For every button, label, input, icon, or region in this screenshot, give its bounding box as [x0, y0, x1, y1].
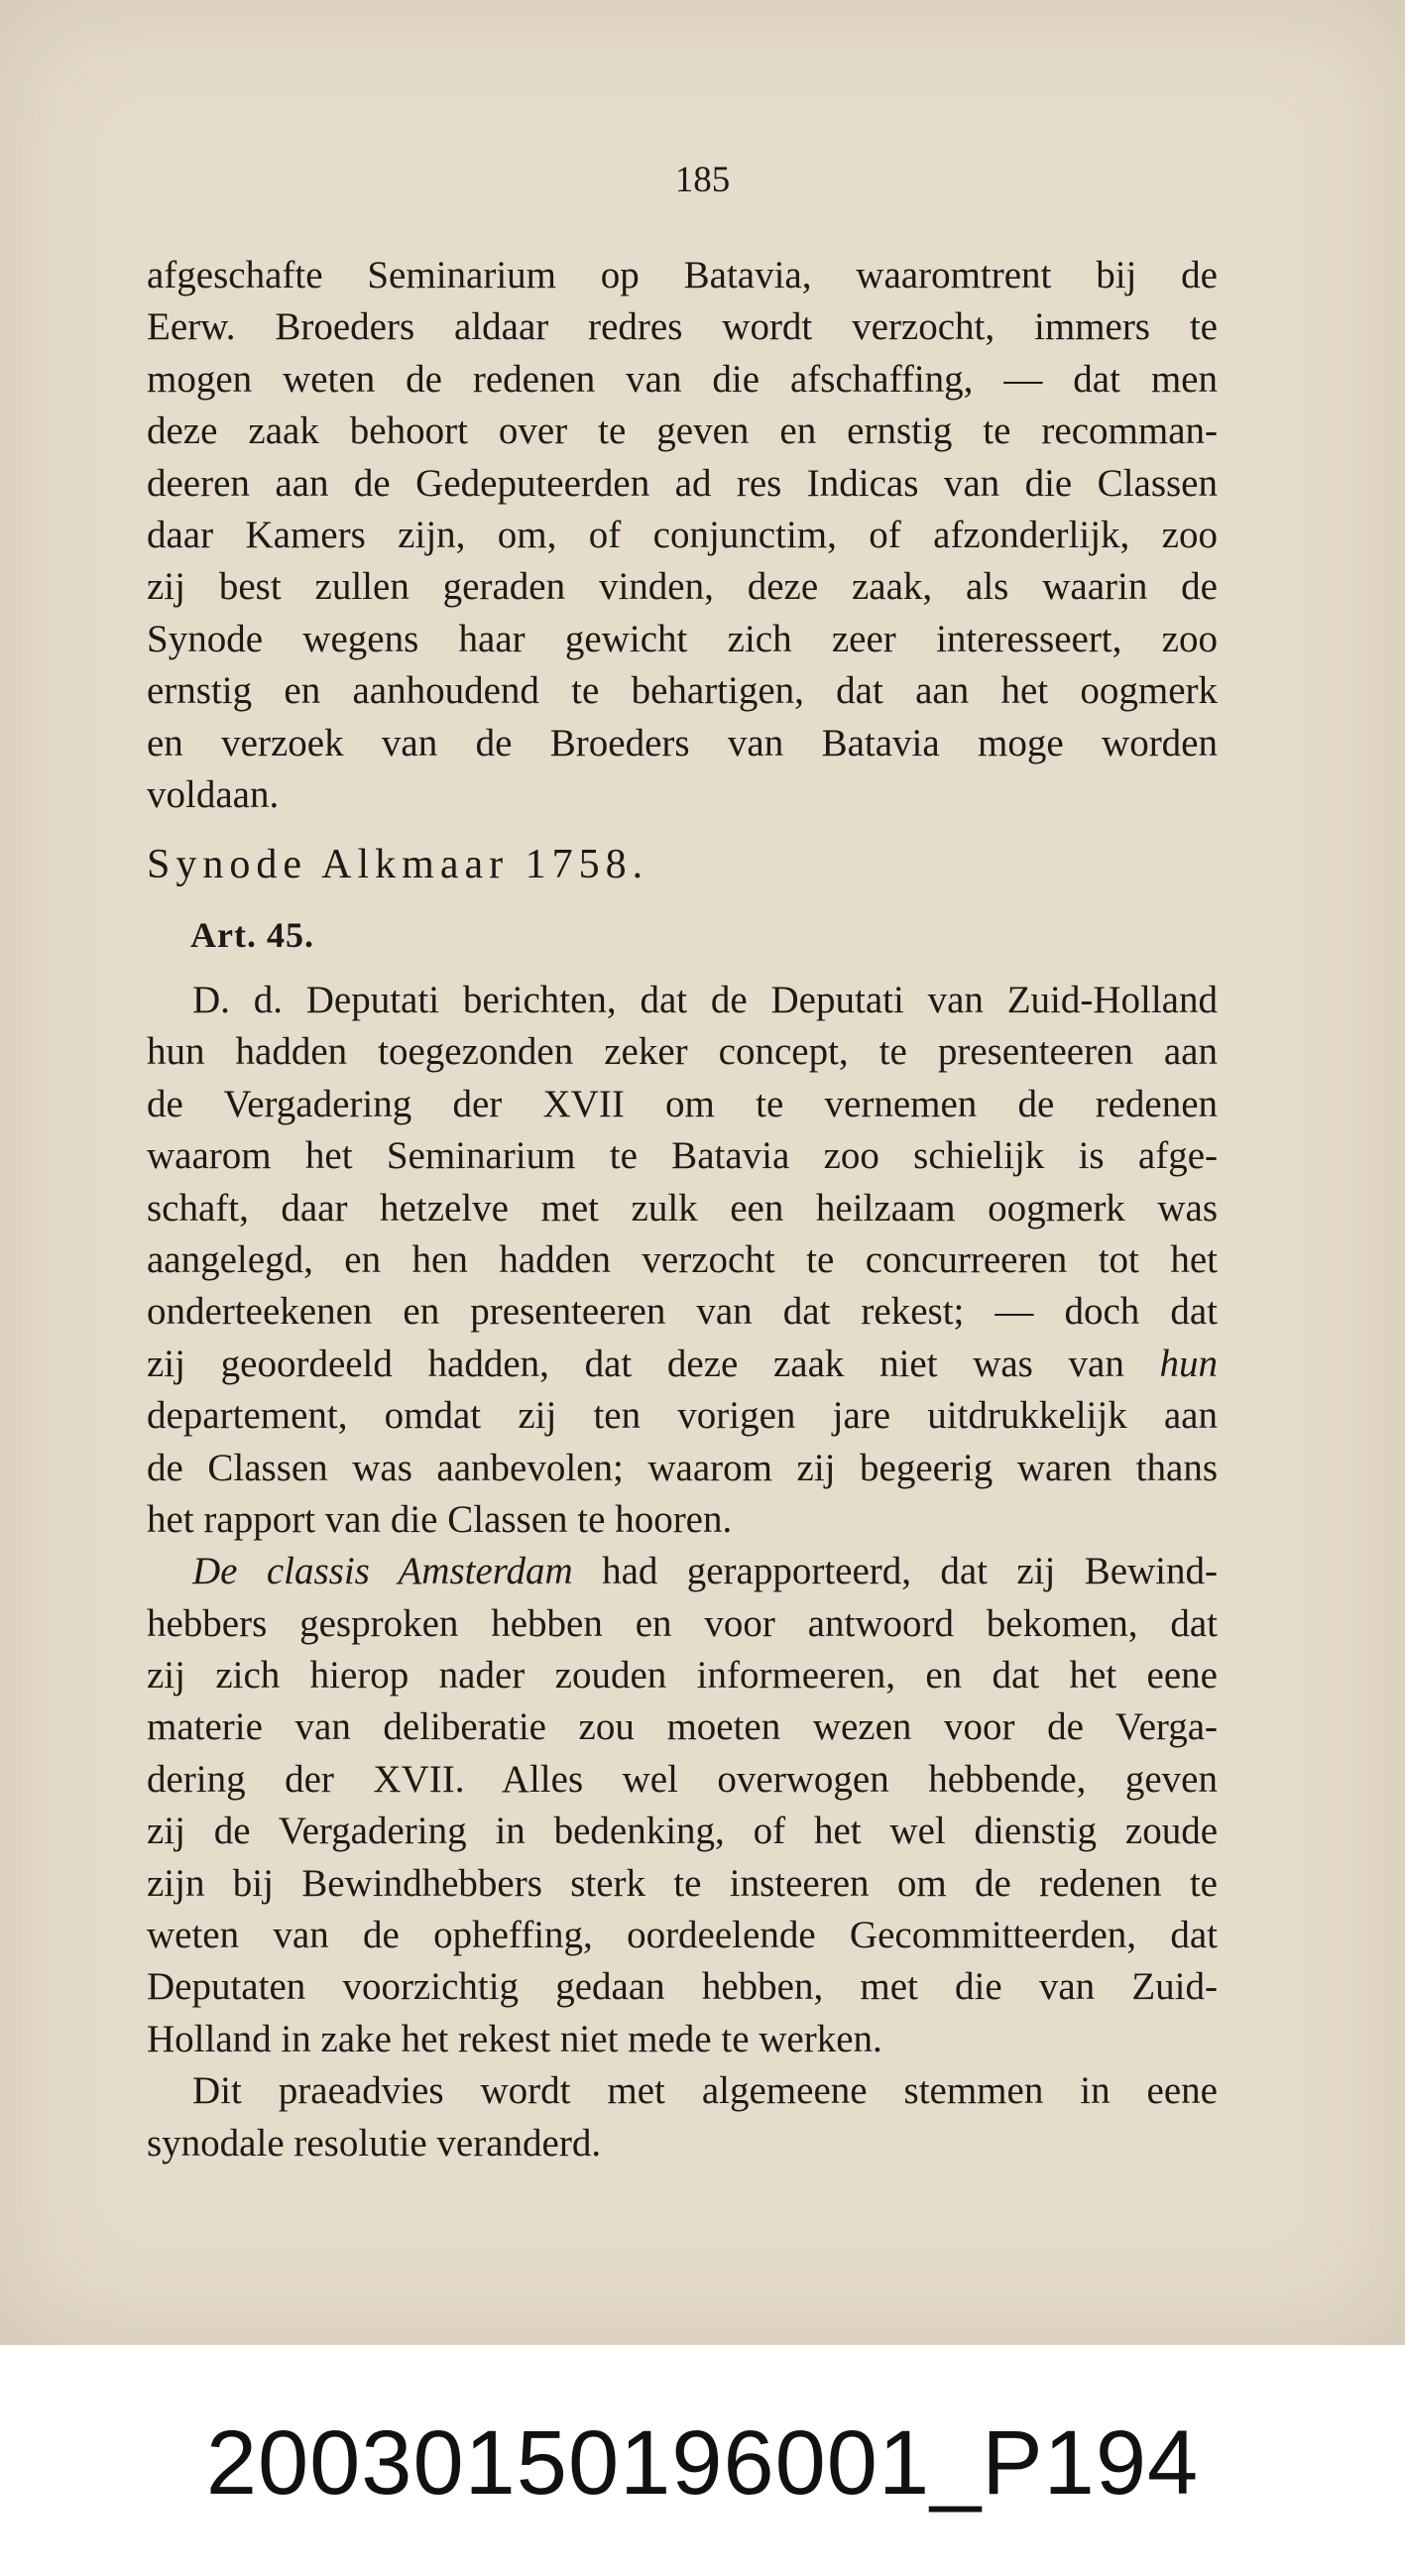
- italic-phrase: De classis Amsterdam: [192, 1550, 573, 1593]
- text-line: waarom het Seminarium te Batavia zoo schielijk is afge-: [147, 1134, 1218, 1178]
- text-line: zijn bij Bewindhebbers sterk te insteeren om de redenen te: [147, 1861, 1218, 1905]
- text-line: afgeschafte Seminarium op Batavia, waaromtrent bij de: [147, 254, 1218, 296]
- text-line: mogen weten de redenen van die afschaffing, — dat men: [147, 357, 1218, 401]
- catalog-id-label: 20030150196001_P194: [205, 2412, 1200, 2514]
- article-heading: Art. 45.: [190, 915, 314, 955]
- text-line: weten van de opheffing, oordeelende Gecommitteerden, dat: [147, 1914, 1218, 1957]
- text-segment: zij geoordeeld hadden, dat deze zaak niet was van: [147, 1342, 1124, 1385]
- text-line: voldaan.: [147, 772, 280, 816]
- text-line: Synode wegens haar gewicht zich zeer interesseert, zoo: [147, 617, 1218, 660]
- text-line: de Classen was aanbevolen; waarom zij begeerig waren thans: [147, 1446, 1218, 1489]
- text-line: Dit praeadvies wordt met algemeene stemmen in eene: [192, 2069, 1218, 2113]
- intro-paragraph: [147, 250, 1218, 821]
- text-line: ernstig en aanhoudend te behartigen, dat aan het oogmerk: [147, 669, 1218, 713]
- text-line: onderteekenen en presenteeren van dat rekest; — doch dat: [147, 1290, 1218, 1334]
- text-line: daar Kamers zijn, om, of conjunctim, of afzonderlijk, zoo: [147, 513, 1218, 556]
- italic-word: hun: [1159, 1342, 1219, 1385]
- page-number: 185: [674, 160, 731, 200]
- text-line: deeren aan de Gedeputeerden ad res Indicas van die Classen: [147, 461, 1218, 505]
- text-line: en verzoek van de Broeders van Batavia moge worden: [147, 721, 1218, 764]
- text-line: zij best zullen geraden vinden, deze zaak, als waarin de: [147, 565, 1218, 609]
- text-line: departement, omdat zij ten vorigen jare uitdrukkelijk aan: [147, 1394, 1218, 1438]
- text-line: aangelegd, en hen hadden verzocht te concurreeren tot het: [147, 1237, 1218, 1281]
- text-line: Holland in zake het rekest niet mede te werken.: [147, 2017, 882, 2060]
- text-line: zij zich hierop nader zouden informeeren, en dat het eene: [147, 1654, 1218, 1698]
- text-line: zij de Vergadering in bedenking, of het wel dienstig zoude: [147, 1810, 1218, 1853]
- text-line: schaft, daar hetzelve met zulk een heilzaam oogmerk was: [147, 1186, 1218, 1229]
- text-line: hun hadden toegezonden zeker concept, te presenteeren aan: [147, 1030, 1218, 1074]
- section-title: Synode Alkmaar 1758.: [147, 842, 649, 887]
- text-line: het rapport van die Classen te hooren.: [147, 1497, 733, 1541]
- text-line: [147, 1546, 1218, 1597]
- text-line: D. d. Deputati berichten, dat de Deputati van Zuid-Holland: [192, 979, 1218, 1021]
- text-line: dering der XVII. Alles wel overwogen hebbende, geven: [147, 1757, 1218, 1801]
- text-line: Deputaten voorzichtig gedaan hebben, met die van Zuid-: [147, 1965, 1218, 2009]
- text-line: deze zaak behoort over te geven en ernstig te recomman-: [147, 410, 1218, 453]
- text-line: materie van deliberatie zou moeten wezen voor de Verga-: [147, 1705, 1218, 1749]
- text-line: de Vergadering der XVII om te vernemen de redenen: [147, 1082, 1218, 1125]
- text-line: [147, 1339, 1218, 1390]
- text-line: synodale resolutie veranderd.: [147, 2121, 602, 2165]
- text-segment: had gerapporteerd, dat zij Bewind-: [602, 1550, 1218, 1593]
- text-line: hebbers gesproken hebben en voor antwoord bekomen, dat: [147, 1601, 1218, 1645]
- text-line: Eerw. Broeders aldaar redres wordt verzocht, immers te: [147, 305, 1218, 349]
- deputati-paragraph: [147, 975, 1218, 2169]
